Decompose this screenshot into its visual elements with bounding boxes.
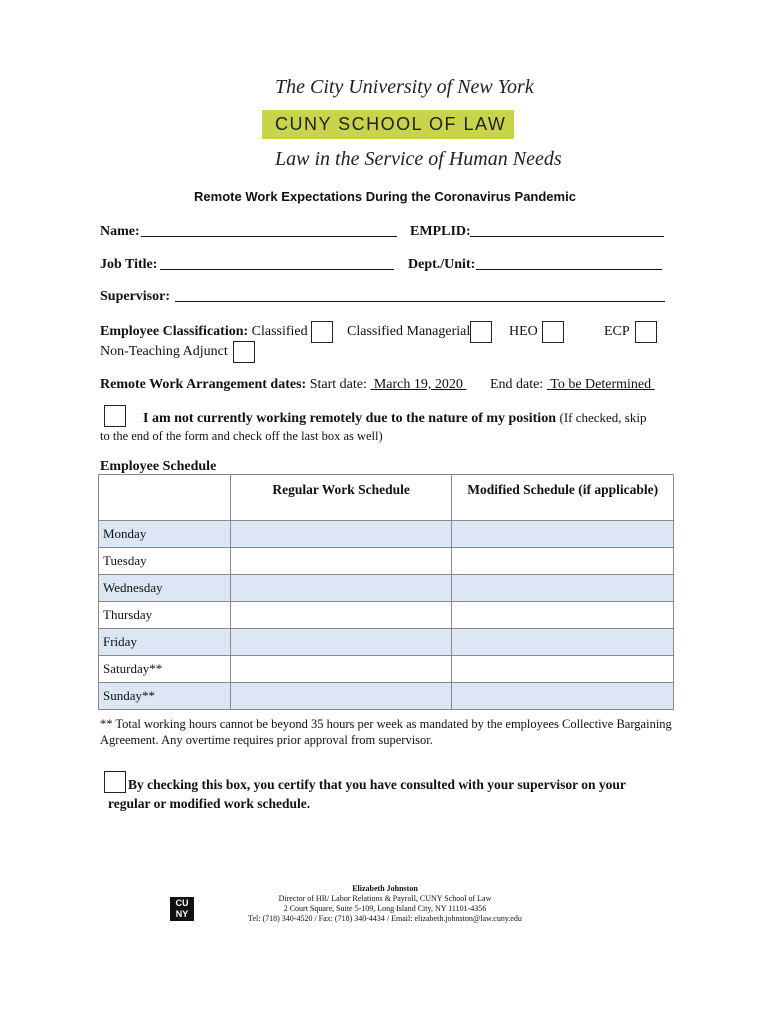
- name-field[interactable]: [141, 224, 397, 237]
- table-row: [99, 575, 674, 602]
- dept-label: Dept./Unit:: [408, 257, 476, 272]
- day-cell: Thursday: [99, 602, 231, 629]
- certify-text: By checking this box, you certify that you have consulted with your supervisor on your regular or modified work schedule.: [108, 777, 626, 811]
- header-cell-day: [99, 475, 231, 521]
- header-cell-modified: Modified Schedule (if applicable): [452, 475, 674, 521]
- day-cell: Friday: [99, 629, 231, 656]
- university-name: The City University of New York: [275, 76, 534, 98]
- table-row: [99, 656, 674, 683]
- footer-name: Elizabeth Johnston: [352, 884, 418, 893]
- modified-cell[interactable]: [452, 521, 674, 548]
- classification-label: Employee Classification:: [100, 324, 249, 339]
- start-date-value[interactable]: March 19, 2020: [373, 377, 463, 392]
- schedule-header-row: [99, 475, 674, 521]
- header-cell-regular: Regular Work Schedule: [230, 475, 452, 521]
- classified-managerial-label: Classified Managerial: [347, 324, 471, 339]
- regular-cell[interactable]: [230, 656, 452, 683]
- regular-cell[interactable]: [230, 521, 452, 548]
- modified-cell[interactable]: [452, 683, 674, 710]
- supervisor-field[interactable]: [175, 289, 665, 302]
- job-title-field[interactable]: [160, 257, 394, 270]
- modified-cell[interactable]: [452, 602, 674, 629]
- modified-cell[interactable]: [452, 548, 674, 575]
- day-cell: Tuesday: [99, 548, 231, 575]
- classified-managerial-checkbox[interactable]: [470, 321, 492, 343]
- regular-cell[interactable]: [230, 575, 452, 602]
- day-cell: Monday: [99, 521, 231, 548]
- name-label: Name:: [100, 224, 140, 239]
- footer-title: Director of HR/ Labor Relations & Payroll, CUNY School of Law: [278, 894, 492, 903]
- classified-checkbox[interactable]: [311, 321, 333, 343]
- cuny-logo: CU NY: [170, 897, 194, 921]
- modified-cell[interactable]: [452, 575, 674, 602]
- adjunct-checkbox[interactable]: [233, 341, 255, 363]
- regular-cell[interactable]: [230, 683, 452, 710]
- schedule-table: [98, 474, 674, 710]
- classified-label: Classified: [251, 324, 308, 339]
- start-date-label: Start date:: [309, 377, 367, 392]
- schedule-heading: Employee Schedule: [100, 459, 217, 474]
- table-row: [99, 521, 674, 548]
- end-date-label: End date:: [490, 377, 544, 392]
- day-cell: Wednesday: [99, 575, 231, 602]
- ecp-checkbox[interactable]: [635, 321, 657, 343]
- footer-address: 2 Court Square, Suite 5-109, Long Island City, NY 11101-4356: [283, 904, 487, 913]
- not-remote-note-cont: to the end of the form and check off the last box as well): [100, 429, 383, 443]
- emplid-field[interactable]: [470, 224, 664, 237]
- modified-cell[interactable]: [452, 656, 674, 683]
- modified-cell[interactable]: [452, 629, 674, 656]
- not-remote-label: I am not currently working remotely due to the nature of my position: [143, 411, 556, 426]
- day-cell: Saturday**: [99, 656, 231, 683]
- regular-cell[interactable]: [230, 548, 452, 575]
- form-title: Remote Work Expectations During the Coronavirus Pandemic: [194, 189, 576, 204]
- table-row: [99, 602, 674, 629]
- overtime-note: ** Total working hours cannot be beyond 35 hours per week as mandated by the employees Collective Bargaining Agreement. Any overtime requires prior approval from supervisor.: [100, 717, 672, 747]
- not-remote-note: (If checked, skip: [559, 410, 647, 425]
- school-tagline: Law in the Service of Human Needs: [275, 148, 562, 170]
- day-cell: Sunday**: [99, 683, 231, 710]
- heo-checkbox[interactable]: [542, 321, 564, 343]
- adjunct-label: Non-Teaching Adjunct: [100, 344, 228, 359]
- school-name: CUNY SCHOOL OF LAW: [275, 114, 507, 134]
- regular-cell[interactable]: [230, 602, 452, 629]
- end-date-value[interactable]: To be Determined: [550, 377, 652, 392]
- table-row: [99, 683, 674, 710]
- heo-label: HEO: [509, 324, 538, 339]
- not-remote-checkbox[interactable]: [104, 405, 126, 427]
- ecp-label: ECP: [604, 324, 630, 339]
- dept-field[interactable]: [476, 257, 662, 270]
- school-logo-bar: [262, 110, 514, 139]
- footer-contact: Tel: (718) 340-4520 / Fax: (718) 340-4434 / Email: elizabeth.johnston@law.cuny.edu: [248, 914, 522, 923]
- supervisor-label: Supervisor:: [100, 289, 170, 304]
- table-row: [99, 548, 674, 575]
- job-title-label: Job Title:: [100, 257, 158, 272]
- table-row: [99, 629, 674, 656]
- regular-cell[interactable]: [230, 629, 452, 656]
- emplid-label: EMPLID:: [410, 224, 471, 239]
- arrangement-label: Remote Work Arrangement dates:: [100, 377, 307, 392]
